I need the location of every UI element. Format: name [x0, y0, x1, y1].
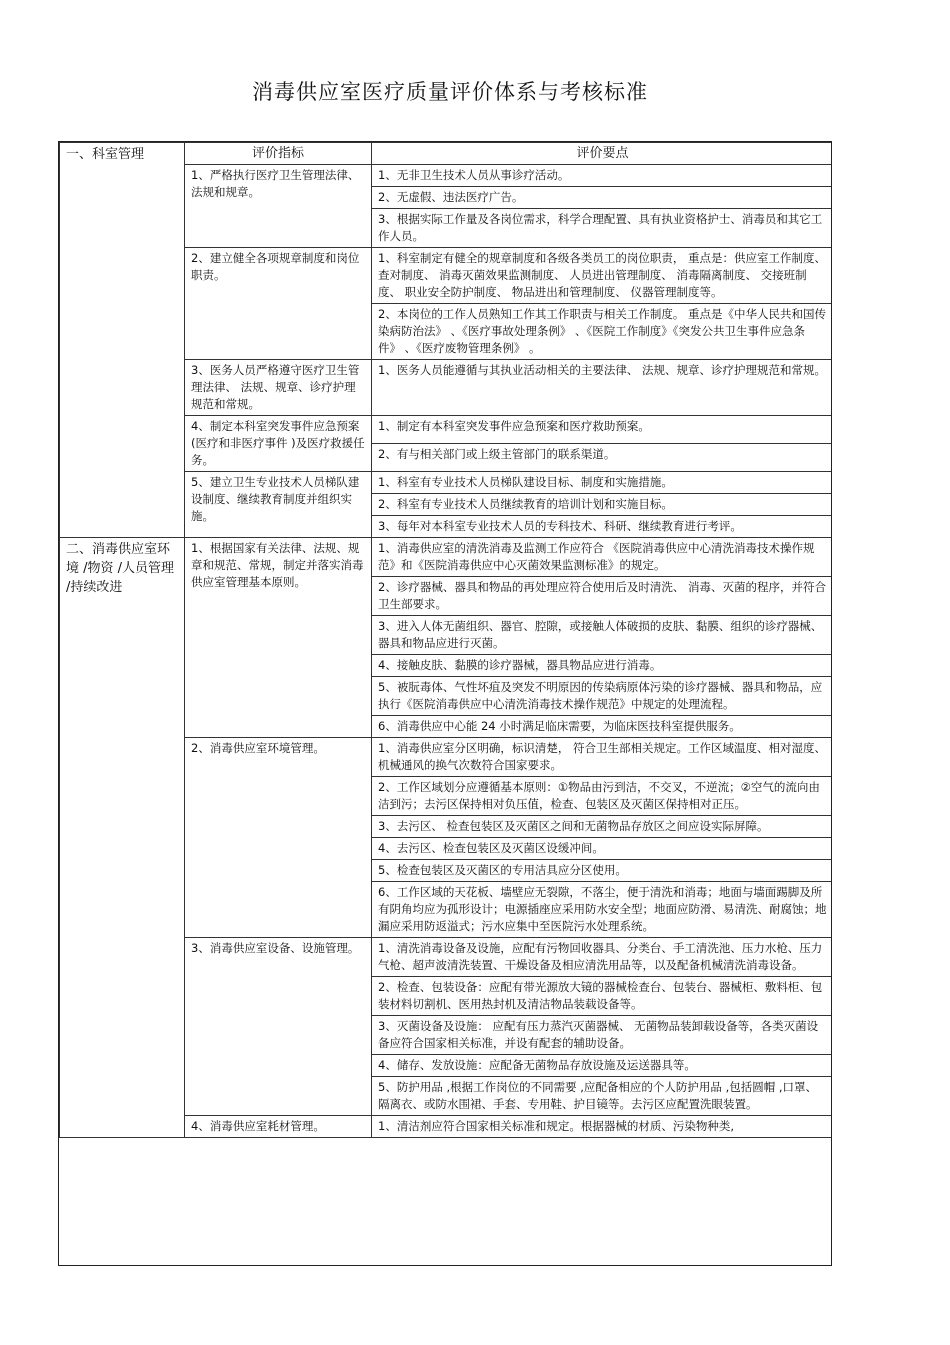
page-title: 消毒供应室医疗质量评价体系与考核标准	[252, 80, 648, 104]
point-cell: 1、科室制定有健全的规章制度和各级各类员工的岗位职责， 重点是：供应室工作制度、 查对制度、 消毒灭菌效果监测制度、 人员进出管理制度、 消毒隔离制度、 交接班制度、 职业安全防护制度、 物品进出和管理制度、 仪器管理制度等。	[372, 248, 833, 304]
indicator-cell: 5、建立卫生专业技术人员梯队建设制度、继续教育制度并组织实施。	[185, 472, 372, 538]
point-cell: 3、进入人体无菌组织、器官、腔隙，或接触人体破损的皮肤、黏膜、组织的诊疗器械、器具和物品应进行灭菌。	[372, 616, 833, 655]
point-cell: 1、消毒供应室的清洗消毒及监测工作应符合 《医院消毒供应中心清洗消毒技术操作规范》和《医院消毒供应中心灭菌效果监测标准》的规定。	[372, 538, 833, 577]
point-cell: 1、科室有专业技术人员梯队建设目标、制度和实施措施。	[372, 472, 833, 494]
category-cell: 一、科室管理	[60, 143, 185, 538]
indicator-cell: 2、建立健全各项规章制度和岗位职责。	[185, 248, 372, 360]
point-cell: 6、工作区域的天花板、墙壁应无裂隙，不落尘，便于清洗和消毒；地面与墙面踢脚及所有阴角均应为孤形设计；电源插座应采用防水安全型；地面应防滑、易清洗、耐腐蚀；地漏应采用防返溢式；污水应集中至医院污水处理系统。	[372, 882, 833, 938]
point-cell: 5、被朊毒体、气性坏疽及突发不明原因的传染病原体污染的诊疗器械、器具和物品，应执行《医院消毒供应中心清洗消毒技术操作规范》中规定的处理流程。	[372, 677, 833, 716]
point-cell: 6、消毒供应中心能 24 小时满足临床需要，为临床医技科室提供服务。	[372, 716, 833, 738]
point-cell: 1、清洗消毒设备及设施，应配有污物回收器具、分类台、手工清洗池、压力水枪、压力气枪、超声波清洗装置、干燥设备及相应清洗用品等，以及配备机械清洗消毒设备。	[372, 938, 833, 977]
indicator-cell: 3、消毒供应室设备、设施管理。	[185, 938, 372, 1116]
evaluation-table	[58, 141, 832, 1266]
table-header-row	[60, 143, 833, 165]
point-cell: 3、去污区、 检查包装区及灭菌区之间和无菌物品存放区之间应设实际屏障。	[372, 816, 833, 838]
point-cell: 3、每年对本科室专业技术人员的专科技术、科研、继续教育进行考评。	[372, 516, 833, 538]
point-cell: 2、诊疗器械、器具和物品的再处理应符合使用后及时清洗、 消毒、灭菌的程序，并符合卫生部要求。	[372, 577, 833, 616]
point-cell: 2、有与相关部门或上级主管部门的联系渠道。	[372, 444, 833, 472]
indicator-cell: 2、消毒供应室环境管理。	[185, 738, 372, 938]
point-cell: 1、清洁剂应符合国家相关标准和规定。根据器械的材质、污染物种类,	[372, 1116, 833, 1138]
point-cell: 1、消毒供应室分区明确，标识清楚， 符合卫生部相关规定。工作区域温度、相对湿度、机械通风的换气次数符合国家要求。	[372, 738, 833, 777]
point-cell: 2、工作区域划分应遵循基本原则：①物品由污到洁，不交叉，不逆流；②空气的流向由洁到污；去污区保持相对负压值，检查、包装区及灭菌区保持相对正压。	[372, 777, 833, 816]
point-cell: 5、检查包装区及灭菌区的专用洁具应分区使用。	[372, 860, 833, 882]
point-cell: 3、灭菌设备及设施： 应配有压力蒸汽灭菌器械、 无菌物品装卸载设备等，各类灭菌设备应符合国家相关标准，并设有配套的辅助设备。	[372, 1016, 833, 1055]
point-cell: 5、防护用品 ,根据工作岗位的不同需要 ,应配备相应的个人防护用品 ,包括圆帽 ,口罩、隔离衣、或防水围裙、手套、专用鞋、护目镜等。去污区应配置洗眼装置。	[372, 1077, 833, 1116]
category-cell: 二、消毒供应室环境 /物资 /人员管理 /持续改进	[60, 538, 185, 1138]
indicator-cell: 1、严格执行医疗卫生管理法律、法规和规章。	[185, 165, 372, 248]
point-cell: 3、根据实际工作量及各岗位需求，科学合理配置、具有执业资格护士、消毒员和其它工作人员。	[372, 209, 833, 248]
indicator-cell: 4、消毒供应室耗材管理。	[185, 1116, 372, 1138]
indicator-cell: 1、根据国家有关法律、法规、规章和规范、常规，制定并落实消毒供应室管理基本原则。	[185, 538, 372, 738]
point-cell: 1、医务人员能遵循与其执业活动相关的主要法律、 法规、规章、诊疗护理规范和常规。	[372, 360, 833, 416]
header-indicator: 评价指标	[185, 143, 372, 165]
point-cell: 4、储存、发放设施：应配备无菌物品存放设施及运送器具等。	[372, 1055, 833, 1077]
table-row	[60, 538, 833, 577]
point-cell: 4、接触皮肤、黏膜的诊疗器械，器具物品应进行消毒。	[372, 655, 833, 677]
point-cell: 1、无非卫生技术人员从事诊疗活动。	[372, 165, 833, 187]
indicator-cell: 3、医务人员严格遵守医疗卫生管理法律、 法规、规章、诊疗护理规范和常规。	[185, 360, 372, 416]
point-cell: 2、无虚假、违法医疗广告。	[372, 187, 833, 209]
point-cell: 2、科室有专业技术人员继续教育的培训计划和实施目标。	[372, 494, 833, 516]
point-cell: 1、制定有本科室突发事件应急预案和医疗救助预案。	[372, 416, 833, 444]
indicator-cell: 4、制定本科室突发事件应急预案 (医疗和非医疗事件 )及医疗救援任务。	[185, 416, 372, 472]
point-cell: 2、本岗位的工作人员熟知工作其工作职责与相关工作制度。 重点是《中华人民共和国传染病防治法》 、《医疗事故处理条例》 、《医院工作制度》《突发公共卫生事件应急条件》 、《医疗废物管理条例》 。	[372, 304, 833, 360]
point-cell: 2、检查、包装设备：应配有带光源放大镜的器械检查台、包装台、器械柜、敷料柜、包装材料切割机、医用热封机及清洁物品装载设备等。	[372, 977, 833, 1016]
header-points: 评价要点	[372, 143, 833, 165]
point-cell: 4、去污区、检查包装区及灭菌区设缓冲间。	[372, 838, 833, 860]
